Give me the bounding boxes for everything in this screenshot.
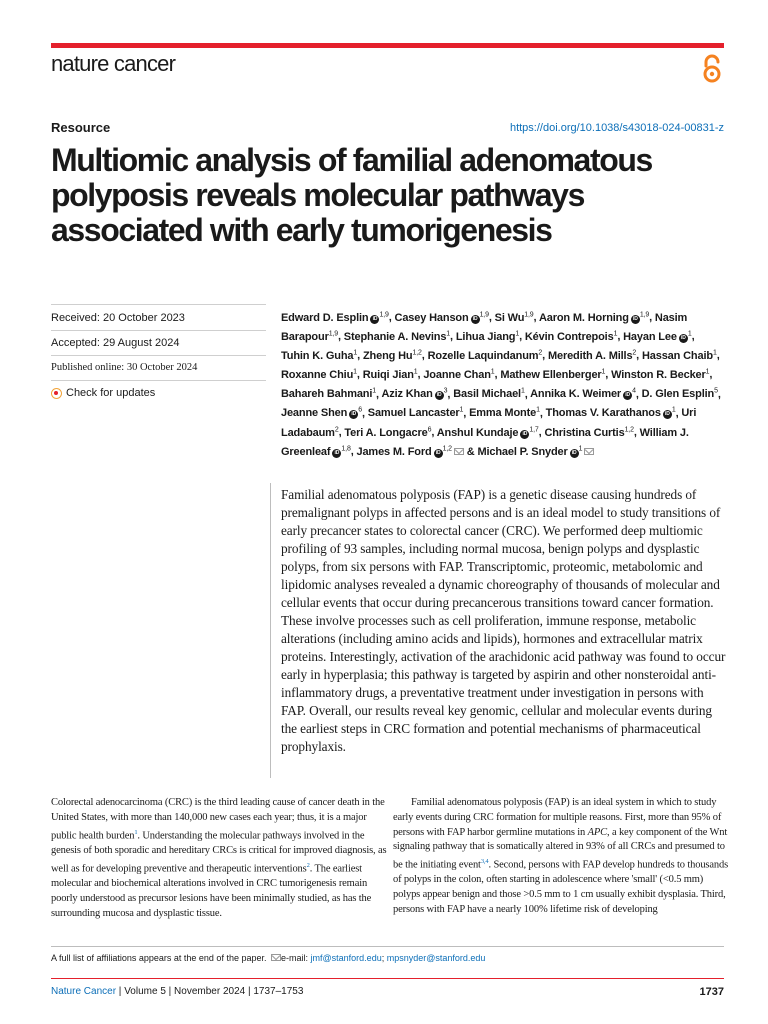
author-affiliation: 1 xyxy=(372,387,377,395)
author[interactable] xyxy=(395,312,489,324)
author-name: Winston R. Becker xyxy=(611,369,706,382)
author[interactable] xyxy=(548,350,636,362)
author[interactable] xyxy=(363,350,422,362)
author[interactable] xyxy=(281,369,357,381)
author-affiliation: 1 xyxy=(578,445,583,453)
author-name: Emma Monte xyxy=(469,407,537,420)
author[interactable] xyxy=(423,369,494,381)
author-name: Edward D. Esplin xyxy=(281,311,369,324)
author-name: Teri A. Longacre xyxy=(344,426,428,439)
author[interactable] xyxy=(453,388,525,400)
author-affiliation: 3 xyxy=(443,387,448,395)
abstract: Familial adenomatous polyposis (FAP) is a genetic disease causing hundreds of premalignant polyps in affected persons and is an ideal model to study transitions of early precancer states to colorectal cancer (CRC). We performed deep multiomic profiling of 93 samples, including normal mucosa, benign polyps and dysplastic polyps, from six persons with FAP. Transcriptomic, proteomic, metabolomic and lipidomic analyses revealed a dynamic choreography of thousands of molecular and cellular events that occur during precancerous transitions toward cancer formation. These involve processes such as cell proliferation, immune response, metabolic alterations (including amino acids and lipids), hormones and extracellular matrix proteins. Interestingly, activation of the arachidonic acid pathway was found to occur early in hyperplasia; this pathway is targeted by aspirin and other nonsteroidal anti-inflammatory drugs, a preventative treatment under investigation in persons with FAP. Overall, our results reveal key genomic, cellular and molecular events during the earliest steps in CRC formation and potential mechanisms of pharmaceutical prophylaxis. xyxy=(281,487,726,754)
author[interactable] xyxy=(428,350,543,362)
author-affiliation: 1,7 xyxy=(529,425,539,433)
author[interactable] xyxy=(611,369,709,381)
footer-date: November 2024 xyxy=(174,986,246,997)
author-name: Casey Hanson xyxy=(394,311,469,324)
citation-link[interactable]: 3,4 xyxy=(480,858,489,866)
meta-divider xyxy=(51,304,266,305)
author-affiliation: 1,9 xyxy=(524,311,534,318)
author-name: William J. Greenleaf xyxy=(281,426,689,458)
author[interactable] xyxy=(281,350,357,362)
author[interactable] xyxy=(469,407,540,419)
orcid-icon[interactable]: iD xyxy=(332,449,341,458)
author-name: Christina Curtis xyxy=(544,426,625,439)
author-affiliation: 1 xyxy=(413,368,418,376)
meta-divider xyxy=(51,380,266,381)
gene-name: APC xyxy=(587,826,608,838)
footer-separator: | xyxy=(165,986,175,997)
author-affiliation: 1,2 xyxy=(442,445,452,453)
footer-rule xyxy=(51,978,724,979)
author-name: Annika K. Weimer xyxy=(530,388,622,401)
body-text: Colorectal adenocarcinoma (CRC) is the third leading cause of cancer death in the United States, with more than 140,000 new cases each year; thus, it is a major public health burden xyxy=(51,797,385,842)
author-name: Si Wu xyxy=(494,311,525,324)
footer xyxy=(51,986,303,997)
author[interactable] xyxy=(381,388,447,400)
author[interactable] xyxy=(495,312,534,324)
author-name: Lihua Jiang xyxy=(455,330,516,343)
author[interactable] xyxy=(500,369,605,381)
author-name: Rozelle Laquindanum xyxy=(427,349,539,362)
author-affiliation: 1 xyxy=(459,406,464,414)
author-name: Nasim Barapour xyxy=(281,311,688,343)
meta-divider xyxy=(51,355,266,356)
author[interactable] xyxy=(456,331,519,343)
author-affiliation: 1 xyxy=(520,387,525,395)
author-name: Meredith A. Mills xyxy=(547,349,633,362)
orcid-icon[interactable]: iD xyxy=(471,315,480,324)
body-text: . The earliest molecular and biochemical alterations involved in CRC tumorigenesis remain poorly understood as precursor lesions have been minimally studied, as has the surrounding mucosa and dysplastic tissue. xyxy=(51,863,372,919)
author-name: Stephanie A. Nevins xyxy=(343,330,447,343)
author[interactable] xyxy=(525,331,617,343)
author-affiliation: 1 xyxy=(601,368,606,376)
body-column-right xyxy=(393,796,731,918)
author-affiliation: 1,9 xyxy=(479,311,489,318)
open-access-icon[interactable] xyxy=(700,54,724,84)
article-type: Resource xyxy=(51,120,111,135)
footer-journal[interactable]: Nature Cancer xyxy=(51,986,117,997)
author[interactable] xyxy=(437,427,539,439)
author[interactable] xyxy=(368,407,464,419)
author-affiliation: 2 xyxy=(632,349,637,357)
author-affiliation: 1,9 xyxy=(328,330,338,338)
author-name: Bahareh Bahmani xyxy=(281,388,373,401)
meta-divider xyxy=(51,330,266,331)
author-affiliation: 4 xyxy=(632,387,636,395)
orcid-icon[interactable]: iD xyxy=(663,410,672,419)
author-name: Ruiqi Jian xyxy=(362,369,414,382)
author-name: D. Glen Esplin xyxy=(641,388,715,401)
email-link-ford[interactable]: jmf@stanford.edu xyxy=(310,953,382,963)
body-text: , a key component of the Wnt signaling pathway that is somatically altered in 93% of all CRCs and presumed to be the initiating event xyxy=(393,826,728,871)
author-affiliation: 1 xyxy=(490,368,495,376)
doi-link[interactable]: https://doi.org/10.1038/s43018-024-00831-z xyxy=(509,122,724,134)
header-red-bar xyxy=(51,43,724,48)
author-name: Basil Michael xyxy=(453,388,521,401)
citation-link[interactable]: 1 xyxy=(134,828,138,836)
accepted-date: Accepted: 29 August 2024 xyxy=(51,337,180,349)
email-link-snyder[interactable]: mpsnyder@stanford.edu xyxy=(386,953,486,963)
author-affiliation: 1,9 xyxy=(639,311,650,318)
footer-pages: 1737–1753 xyxy=(253,986,304,997)
author[interactable] xyxy=(539,312,649,324)
author-name: Uri Ladabaum xyxy=(281,407,697,439)
footer-separator: | xyxy=(245,986,254,997)
author-name: Michael P. Snyder xyxy=(477,445,568,458)
received-date: Received: 20 October 2023 xyxy=(51,312,185,324)
author[interactable] xyxy=(281,312,389,324)
email-label: e-mail: xyxy=(281,953,309,963)
page-number: 1737 xyxy=(699,986,724,998)
author-name: Hassan Chaib xyxy=(641,349,713,362)
orcid-icon[interactable]: iD xyxy=(349,410,358,419)
affiliations-note: A full list of affiliations appears at the end of the paper. xyxy=(51,953,267,963)
footnote-rule xyxy=(51,946,724,947)
author-affiliation: 6 xyxy=(358,406,362,414)
footer-volume: Volume 5 xyxy=(124,986,166,997)
check-updates-button[interactable] xyxy=(51,387,266,399)
author-affiliation: 1,8 xyxy=(341,445,351,453)
author-affiliation: 1,2 xyxy=(624,425,634,433)
author-name: Zheng Hu xyxy=(362,349,413,362)
author-affiliation: 1,2 xyxy=(412,349,422,357)
author-affiliation: 1 xyxy=(353,349,358,357)
abstract-rule xyxy=(270,483,271,778)
author[interactable] xyxy=(544,427,633,439)
author-affiliation: 1,9 xyxy=(379,311,389,318)
author-name: Anshul Kundaje xyxy=(436,426,519,439)
author-name: James M. Ford xyxy=(356,445,432,458)
orcid-icon[interactable]: iD xyxy=(570,449,579,458)
orcid-icon[interactable]: iD xyxy=(631,315,640,324)
footer-separator: | xyxy=(116,986,125,997)
author-affiliation: 1 xyxy=(705,368,710,376)
body-column-left xyxy=(51,796,387,921)
author-name: Hayan Lee xyxy=(623,330,677,343)
author-affiliation: 1 xyxy=(671,406,676,414)
orcid-icon[interactable]: iD xyxy=(435,391,444,400)
orcid-icon[interactable]: iD xyxy=(520,430,529,439)
author[interactable] xyxy=(344,331,450,343)
journal-name: nature cancer xyxy=(51,51,176,76)
author[interactable] xyxy=(357,446,464,458)
author[interactable] xyxy=(530,388,636,400)
orcid-icon[interactable]: iD xyxy=(370,315,379,324)
author-name: Aziz Khan xyxy=(381,388,433,401)
author[interactable] xyxy=(281,407,362,419)
check-updates-label: Check for updates xyxy=(66,387,156,399)
body-text: . Understanding the molecular pathways involved in the genesis of both sporadic and hereditary CRCs is critical for improved diagnosis, as well as for developing preventive and therapeutic interventions xyxy=(51,830,387,875)
email-icon xyxy=(271,954,281,961)
author-name: Aaron M. Horning xyxy=(538,311,629,324)
body-text: . Second, persons with FAP develop hundreds to thousands of polyps in the colon, often starting in adolescence where 'small' (<0.5 mm) polyps appear benign and those >0.5 mm to 1 cm usually exhibit dysplasia. Third, persons with FAP have a nearly 100% lifetime risk of developing xyxy=(393,859,729,916)
author[interactable] xyxy=(363,369,418,381)
author-affiliation: 1 xyxy=(446,330,451,338)
check-updates-icon xyxy=(51,388,62,399)
email-icon[interactable] xyxy=(454,448,464,455)
author-name: Jeanne Shen xyxy=(281,407,348,420)
author-name: Joanne Chan xyxy=(423,369,491,382)
email-icon[interactable] xyxy=(584,448,594,455)
orcid-icon[interactable]: iD xyxy=(434,449,443,458)
email-separator: ; xyxy=(381,953,385,963)
article-title: Multiomic analysis of familial adenomatous polyposis reveals molecular pathways associated with early tumorigenesis xyxy=(51,142,652,248)
author[interactable] xyxy=(344,427,431,439)
author-prefix: & xyxy=(466,445,478,458)
author[interactable] xyxy=(546,407,676,419)
author-affiliation: 1 xyxy=(536,406,540,414)
orcid-icon[interactable]: iD xyxy=(623,391,632,400)
author[interactable] xyxy=(467,446,595,458)
author[interactable] xyxy=(623,331,691,343)
author-affiliation: 1 xyxy=(687,330,692,338)
body-text: Familial adenomatous polyposis (FAP) is an ideal system in which to study early events during CRC formation for multiple reasons. First, more than 95% of persons with FAP harbor germline mutations in xyxy=(393,797,722,838)
author-affiliation: 1 xyxy=(353,368,357,376)
author-name: Mathew Ellenberger xyxy=(500,369,602,382)
published-date: Published online: 30 October 2024 xyxy=(51,362,198,373)
footnote xyxy=(51,953,485,963)
author-affiliation: 5 xyxy=(714,387,718,395)
author-affiliation: 1 xyxy=(712,349,717,357)
author-list: Edward D. Esplin iD$^{1,9}$, Casey Hanson iD$^{1,9}$, Si Wu$^{1,9}$, Aaron M. Horning iD$^{1,9}$, Nasim Barapour$^{1,9}$, Stephanie A. Nevins$^1$, Lihua Jiang$^1$, Kévin Contrepois$^1$, Hayan Lee $iD^1$, Tuhin K. Guha$^1$, Zheng Hu$^{1,2}$, Rozelle Laquindanum$^2$, Meredith A. Mills$^2$, Hassan Chaib$^1$, Roxanne Chiu$^1$, Ruiqi Jian$^1$, Joanne Chan$^1$, Mathew Ellenberger$^1$, Winston R. Becker$^1$, Bahareh Bahmani$^1$, Aziz Khan $iD^3$, Basil Michael$^1$, Annika K. Weimer $iD^4$, D. Glen Esplin$^5$, Jeanne Shen $iD^6$, Samuel Lancaster$^1$, Emma Monte$^1$, Thomas V. Karathanos $iD^1$, Uri Ladabaum$^2$, Teri A. Longacre$^6$, Anshul Kundaje iD$^{1,7}$, Christina Curtis$^{1,2}$, William J. Greenleaf iD$^{1,8}$, James M. Ford iD$^{1,2}$ & Michael P. Snyder $iD^1$ xyxy=(281,311,721,458)
author[interactable] xyxy=(642,350,717,362)
orcid-icon[interactable]: iD xyxy=(679,334,688,343)
citation-link[interactable]: 2 xyxy=(306,861,310,869)
author-name: Kévin Contrepois xyxy=(524,330,614,343)
author-affiliation: 2 xyxy=(334,425,339,433)
author-name: Samuel Lancaster xyxy=(367,407,460,420)
author-name: Roxanne Chiu xyxy=(281,369,354,382)
author-affiliation: 1 xyxy=(515,330,520,338)
author[interactable] xyxy=(642,388,718,400)
author-affiliation: 6 xyxy=(427,425,432,433)
author-name: Tuhin K. Guha xyxy=(281,349,354,362)
author[interactable] xyxy=(281,388,376,400)
author-affiliation: 1 xyxy=(613,330,618,338)
author-name: Thomas V. Karathanos xyxy=(545,407,661,420)
author-affiliation: 2 xyxy=(538,349,543,357)
